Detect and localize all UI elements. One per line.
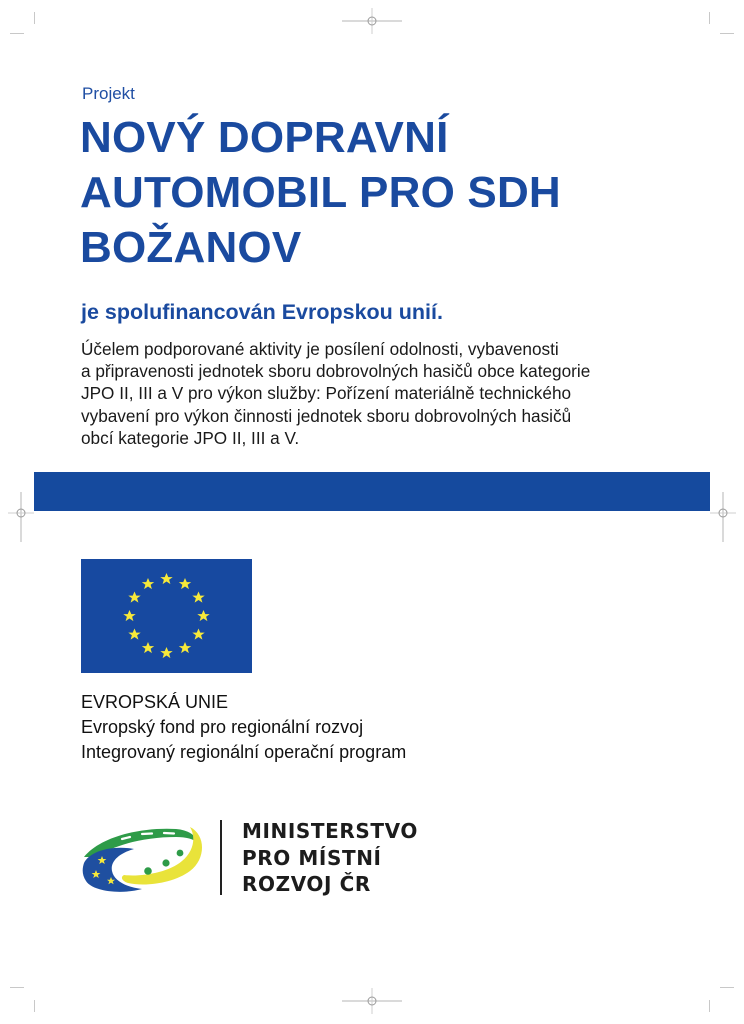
project-title-line-2: AUTOMOBIL PRO SDH: [80, 168, 561, 217]
crop-mark-bottom-left-v: [34, 1000, 35, 1012]
eu-flag-icon: [81, 559, 252, 673]
cofinancing-subtitle: je spolufinancován Evropskou unií.: [81, 300, 443, 324]
project-title-line-3: BOŽANOV: [80, 223, 302, 272]
project-description: [81, 338, 681, 449]
eu-line-program: Integrovaný regionální operační program: [81, 742, 407, 762]
crop-mark-top-right-h: [720, 33, 734, 34]
ministry-name-line-2: PRO MÍSTNÍ: [242, 845, 382, 870]
registration-mark-right: [710, 492, 736, 542]
registration-mark-left: [8, 492, 34, 542]
crop-mark-bottom-right-v: [709, 1000, 710, 1012]
project-title-line-1: NOVÝ DOPRAVNÍ: [80, 113, 449, 162]
ministry-name-line-1: MINISTERSTVO: [242, 819, 419, 843]
crop-mark-top-right-v: [709, 12, 710, 24]
project-label: Projekt: [82, 84, 135, 103]
ministry-name: [242, 818, 418, 898]
registration-mark-top: [342, 8, 402, 34]
mmr-logo-icon: [82, 823, 206, 895]
ministry-name-line-3: ROZVOJ ČR: [242, 872, 371, 896]
blue-band-divider: [34, 472, 710, 511]
description-line-1: Účelem podporované aktivity je posílení odolnosti, vybavenosti: [81, 339, 559, 359]
crop-mark-bottom-left-h: [10, 987, 24, 988]
mmr-divider: [220, 820, 222, 895]
eu-program-text: [81, 690, 406, 765]
crop-mark-top-left-v: [34, 12, 35, 24]
registration-mark-bottom: [342, 988, 402, 1014]
description-line-4: vybavení pro výkon činnosti jednotek sboru dobrovolných hasičů: [81, 405, 572, 426]
crop-mark-bottom-right-h: [720, 987, 734, 988]
description-line-2: a připravenosti jednotek sboru dobrovolných hasičů obce kategorie: [81, 361, 591, 382]
description-line-5: obcí kategorie JPO II, III a V.: [81, 427, 300, 448]
eu-line-union: EVROPSKÁ UNIE: [81, 692, 229, 712]
description-line-3: JPO II, III a V pro výkon služby: Pořízení materiálně technického: [81, 383, 572, 404]
project-title: [80, 110, 561, 275]
crop-mark-top-left-h: [10, 33, 24, 34]
eu-line-fund: Evropský fond pro regionální rozvoj: [81, 717, 364, 737]
